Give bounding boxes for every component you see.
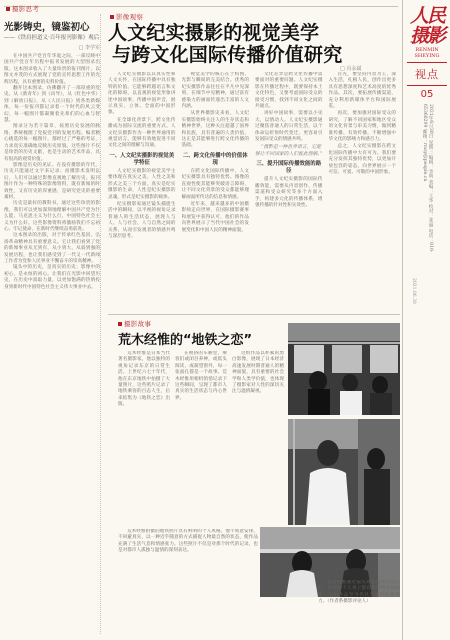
main-tag-label: 影像观察: [116, 13, 144, 21]
main-paragraph: 在全球化背景下，跨文化传播成为国际交流的重要方式。人文纪实摄影作为一种世界通用的视觉语言，能够有效地促进不同文化之间的理解与沟通。: [108, 117, 176, 149]
left-paragraph: 在中国共产党百年华诞之际，一部反映中国共产党百年历程中报刊发展的大型图录出版。这本图录收入了大量珍贵的报刊图片，以图文并茂的方式展现了党的宣传思想工作的光辉历程，具有重要的史料价值。: [4, 54, 100, 85]
main-pull-quote: “摄影是一种世界语言，它能够让不同国家的人们彼此理解。”: [255, 145, 323, 157]
main-headline-line1: 人文纪实摄影的视觉美学: [108, 22, 320, 44]
left-article-title: 光影铸史，镜鉴初心: [4, 22, 90, 33]
left-paragraph: 历史是最好的教科书。通过这些珍贵的影像，我们可以更加深刻地理解中国共产党为什么能、马克思主义为什么行、中国特色社会主义为什么好。这些影像资料将激励我们不忘初心、牢记使命，在新时代继续奋勇前进。: [4, 201, 100, 232]
main-paragraph: 视觉美学的核心在于构图、光影与瞬间的完美结合。优秀的纪实摄影作品往往在平凡中见深刻，在细节中见精神，通过富有感染力的画面传递出丰富的人文内涵。: [181, 72, 249, 110]
main-paragraph: 总之，人文纪实摄影在跨文化国际传播中大有可为。我们要充分发挥其独特优势，以更加开放包容的姿态，向世界展示一个可信、可爱、可敬的中国形象。: [328, 144, 396, 176]
main-article-columns: [108, 72, 396, 310]
feature-headline: 荒木经惟的“地铁之恋”: [118, 333, 253, 348]
left-paragraph: 这本图录的出版，对于传承红色基因、弘扬革命精神具有重要意义。它让我们看到了党的新闻事业从无到有、从小到大、从弱到强的发展历程，也让我们感受到了一代又一代新闻工作者为党和人民事业不懈奋斗的崇高精神。: [4, 233, 100, 264]
feature-right-caption-block: [318, 580, 400, 634]
main-paragraph: 人文纪实摄影以其真实性和人文关怀，在国际传播中具有独特的价值。它能够跨越语言和文化的障碍，以直观的视觉形象讲述中国故事，传播中国声音，展示真实、立体、全面的中国形象。: [108, 72, 176, 116]
left-paragraph: 翻开这本图录，仿佛翻开了一部厚重的党史。从《新青年》到《向导》，从《红色中华》到《解放日报》，从《人民日报》到各类新媒体，每一份报刊都记录着一个时代的风云变幻，每一幅图片都凝聚着先辈们的心血与智慧。: [4, 86, 100, 124]
feature-caption-block: [118, 529, 258, 629]
masthead-rule: [407, 62, 447, 63]
left-column: [4, 14, 101, 634]
subway-photo-1: [288, 323, 400, 415]
main-paragraph: 人文纪实摄影的视觉美学主要体现在真实之美、人性之美和形式之美三个方面。真实是纪实摄影的生命，人性是纪实摄影的灵魂，形式是纪实摄影的载体。: [108, 168, 176, 200]
feature-columns: [118, 351, 284, 521]
top-rule: [4, 6, 398, 7]
main-subhead: 二、跨文化传播中的价值体现: [182, 152, 248, 166]
main-subhead: 一、人文纪实摄影的视觉美学特征: [109, 152, 175, 166]
left-tag-label: 摄影思考: [12, 5, 40, 13]
masthead-vertical-info: 2021年6月30日 星期三 编辑：李明 美编：王华 校对：张丽 电话：010-65368299 邮箱：rmsy@people.cn: [422, 104, 433, 253]
masthead-subtitle: RENMIN SHEYING: [414, 47, 440, 59]
subway-photo-1-image: [288, 323, 400, 415]
masthead-rule: [407, 85, 447, 86]
main-paragraph: 纪实摄影家通过镜头捕捉生活中的瞬间，以平视的视角记录普通人的生活状态，展现人与人、人与社会、人与自然之间的关系，从而引发观者的情感共鸣与深层思考。: [108, 201, 176, 239]
feature-paragraph: 这组作品以朴素的黑白影像，展现了日本经济高速发展时期普通人的精神面貌，具有重要的社会学和人类学价值，也体现了摄影家对人性的深切关注与温情凝视。: [232, 351, 284, 395]
subway-photo-2-image: [288, 419, 400, 525]
square-icon: [118, 322, 122, 326]
main-paragraph: 提升人文纪实摄影的国际传播效能，需要从内容创作、传播渠道和受众研究等多个方面入手，构建多元化的传播体系，增强传播的针对性和实效性。: [255, 177, 323, 208]
main-paragraph: 首先，要坚持内容为王，深入生活，扎根人民，创作出更多具有思想深度和艺术高度的优秀作品。其次，要拓展传播渠道，充分利用新媒体平台和国际展览。: [328, 72, 396, 110]
main-author: □ 冯永斌: [340, 66, 362, 72]
masthead-date: 2021.06.30: [411, 278, 416, 304]
main-section-tag: [110, 12, 143, 21]
square-icon: [110, 15, 114, 19]
left-paragraph: 图录分为若干篇章，按照历史发展的脉络，系统梳理了党报党刊的发展历程。编者精心挑选的每一幅图片，都经过了严格的考证，力求真实准确地反映历史原貌。这些图片不仅是珍贵的历史文献，也是生动的艺术作品，具有很高的观赏价值。: [4, 124, 100, 162]
main-column-3: [255, 72, 323, 310]
main-paragraph: 再次，要加强对国际受众的研究，了解不同国家和地区受众的文化背景与审美习惯，做到精准传播、有效传播，不断增强中华文化的影响力和感召力。: [328, 111, 396, 143]
main-paragraph: 近年来，越来越多的中国摄影师走向世界，在国际摄影赛事和展览中获得认可，他们的作品向世界展示了当代中国社会的发展变化和中国人民的精神面貌。: [181, 201, 249, 233]
feature-right-caption: 荒木经惟通过镜头观察地铁中的人们，发现每个人身上都有值得讲述的故事。这组作品至今仍具有强烈的感染力。（作者系摄影评论人）: [318, 580, 400, 605]
masthead-section: 视点: [415, 68, 439, 81]
left-paragraph: 镜头中的历史，是真实的历史；影像中的初心，是永恒的初心。让我们在光影中回望历史，在历史中汲取力量，以更加饱满的热情投身到新时代中国特色社会主义伟大事业中去。: [4, 265, 100, 290]
main-headline-line2: 与跨文化国际传播价值研究: [112, 44, 343, 66]
feature-section-tag: [118, 319, 151, 328]
main-paragraph: 文化差异是跨文化传播中需要面对的重要问题。人文纪实摄影在传播过程中，既要保持本土文化特色，又要考虑国际受众的接受习惯，找到不同文化之间的共通点。: [255, 72, 323, 110]
left-paragraph: 影像是历史的见证。在没有摄影的年代，历史只能通过文字来记录；而摄影术发明以后，人们可以通过影像直观地了解历史。报刊图片作为一种特殊的影像资料，既有新闻的时效性，又有历史的厚重感，是研究党史的重要素材。: [4, 162, 100, 200]
main-paragraph: 讲好中国故事，需要以小见大，以情动人。人文纪实摄影通过聚焦普通人的日常生活，以个体命运折射时代变迁，更容易引发国际受众的情感共鸣。: [255, 111, 323, 143]
main-headline-block: [108, 22, 400, 66]
feature-caption-text: 荒木经惟拍摄的地铁照片具有鲜明的个人风格。他不刻意安排，不回避真实，以一种近乎随意的方式捕捉人物最自然的状态，使作品充满了生活气息和情感张力。这些照片不仅是对那个时代的记录，也是对都市人孤独与温情的深刻表达。: [118, 529, 258, 554]
left-article-author: □ 李学军: [78, 45, 100, 51]
main-column-4: [329, 72, 397, 310]
feature-paragraph: 在拥挤的车厢里，乘客们或闭目养神，或低头阅读，或凝望窗外，每一张面孔都是一个故事。荒木经惟用相机悄悄记录下这些瞬间，呈现了都市人真实的生活状态与内心世界。: [175, 351, 227, 401]
masthead-logo: 人民摄影: [409, 5, 444, 47]
main-paragraph: 在跨文化国际传播中，人文纪实摄影具有独特优势。图像的直观性使其能够突破语言障碍，让不同文化背景的受众都能够理解画面所传达的信息和情感。: [181, 168, 249, 200]
main-column-1: [108, 72, 176, 310]
masthead: [402, 0, 450, 640]
subway-photo-2: [288, 419, 400, 525]
main-paragraph: 从世界摄影史来看，人文纪实摄影始终关注人的生存状态和精神世界，这种关注超越了国界和民族，具有普遍的人类价值，这正是其能够进行跨文化传播的基础。: [181, 111, 249, 149]
masthead-page-number: 05: [420, 89, 434, 100]
square-icon: [6, 7, 10, 11]
feature-paragraph: 荒木经惟是日本当代著名摄影家，他以独特的视角记录东京的日常生活。上世纪六七十年代，他在东京地铁中拍摄了大量照片，这些照片记录了地铁乘客的百态人生，后来结集为《地铁之恋》出版。: [118, 351, 170, 408]
main-subhead: 三、提升国际传播效能的路径: [256, 161, 322, 175]
left-section-tag: [6, 4, 39, 13]
left-article-subtitle: ——《铁肩担道义·百年报刊影像》观后: [4, 35, 100, 41]
feature-tag-label: 摄影故事: [124, 320, 152, 328]
main-column-2: [182, 72, 250, 310]
